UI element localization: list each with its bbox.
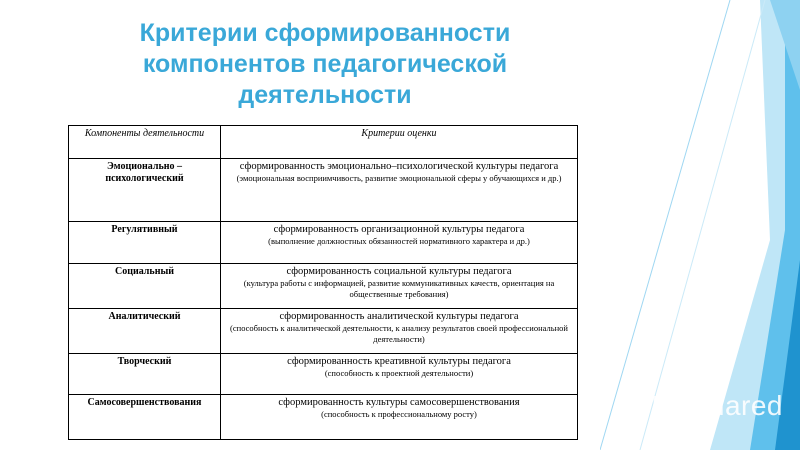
- watermark-text: MyShared: [651, 390, 783, 421]
- criterion-note: (способность к аналитической деятельности, к анализу результатов своей профессиональной деятельности): [230, 323, 568, 344]
- header-criteria: Критерии оценки: [221, 126, 578, 159]
- criteria-table: [68, 125, 578, 440]
- criterion-text: сформированность культуры самосовершенствования: [278, 397, 520, 408]
- criterion-cell: [221, 395, 578, 440]
- criterion-text: сформированность социальной культуры педагога: [286, 266, 512, 277]
- watermark-logo: [618, 386, 783, 426]
- component-cell: Эмоционально – психологический: [69, 159, 221, 222]
- criterion-cell: [221, 222, 578, 264]
- component-cell: Самосовершенствования: [69, 395, 221, 440]
- criterion-text: сформированность креативной культуры педагога: [287, 356, 511, 367]
- component-cell: Регулятивный: [69, 222, 221, 264]
- criterion-note: (выполнение должностных обязанностей нормативного характера и др.): [268, 236, 530, 246]
- criterion-note: (эмоциональная восприимчивость, развитие эмоциональной сферы у обучающихся и др.): [236, 173, 562, 183]
- criterion-text: сформированность эмоционально–психологической культуры педагога: [239, 161, 559, 172]
- component-cell: Аналитический: [69, 309, 221, 354]
- criterion-cell: [221, 354, 578, 395]
- decorative-shapes: [600, 0, 800, 450]
- table-row: [69, 354, 578, 395]
- table-row: [69, 222, 578, 264]
- criteria-table-container: [68, 125, 578, 440]
- myshared-logo-icon: [618, 391, 645, 421]
- table-row: [69, 395, 578, 440]
- component-cell: Творческий: [69, 354, 221, 395]
- table-header-row: [69, 126, 578, 159]
- criterion-cell: [221, 309, 578, 354]
- criterion-cell: [221, 159, 578, 222]
- criterion-cell: [221, 264, 578, 309]
- table-row: [69, 264, 578, 309]
- criterion-note: (способность к проектной деятельности): [324, 368, 474, 378]
- criterion-note: (культура работы с информацией, развитие коммуникативных качеств, ориентация на общественные требования): [243, 278, 555, 299]
- table-row: [69, 159, 578, 222]
- criterion-note: (способность к профессиональному росту): [321, 409, 477, 419]
- header-components: Компоненты деятельности: [69, 126, 221, 159]
- criterion-text: сформированность аналитической культуры педагога: [279, 311, 519, 322]
- table-row: [69, 309, 578, 354]
- component-cell: Социальный: [69, 264, 221, 309]
- criterion-text: сформированность организационной культуры педагога: [273, 224, 525, 235]
- slide-title: Критерии сформированности компонентов педагогической деятельности: [139, 19, 511, 109]
